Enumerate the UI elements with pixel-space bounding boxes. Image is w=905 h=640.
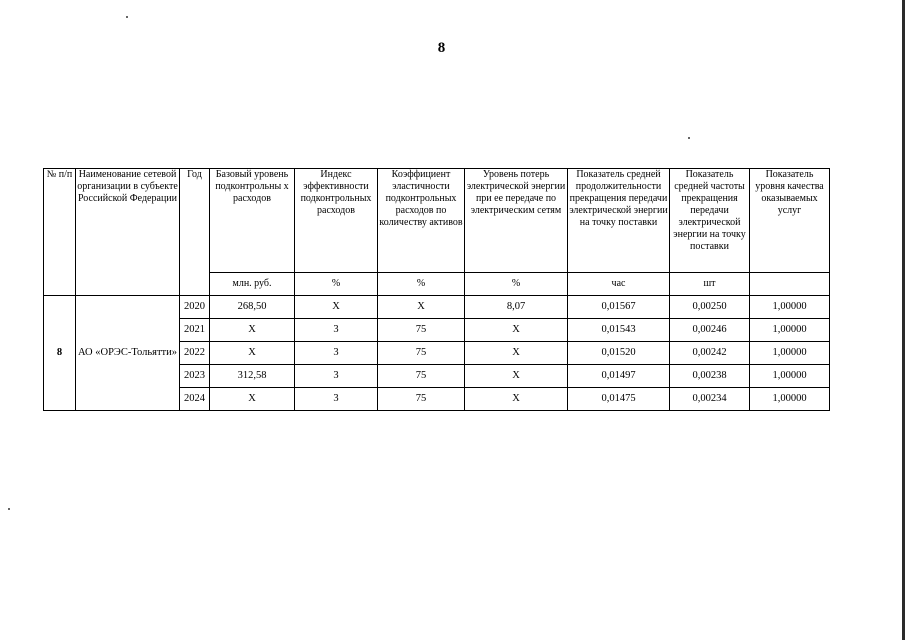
- index-cell: 3: [295, 365, 378, 388]
- year-cell: 2021: [180, 319, 210, 342]
- losses-cell: X: [465, 388, 568, 411]
- header-cell: Наименование сетевой организации в субъекте Российской Федерации: [76, 169, 180, 296]
- header-cell: Коэффициент эластичности подконтрольных расходов по количеству активов: [378, 169, 465, 273]
- scan-speck: [8, 508, 10, 510]
- unit-cell: [750, 273, 830, 296]
- frequency-cell: 0,00242: [670, 342, 750, 365]
- unit-cell: млн. руб.: [210, 273, 295, 296]
- losses-cell: 8,07: [465, 296, 568, 319]
- coef-cell: 75: [378, 319, 465, 342]
- row-number-cell: 8: [44, 296, 76, 411]
- quality-cell: 1,00000: [750, 365, 830, 388]
- index-cell: 3: [295, 388, 378, 411]
- header-cell: Уровень потерь электрической энергии при ее передаче по электрическим сетям: [465, 169, 568, 273]
- losses-cell: X: [465, 365, 568, 388]
- coef-cell: 75: [378, 342, 465, 365]
- table-row: [44, 296, 830, 319]
- coef-cell: 75: [378, 365, 465, 388]
- coef-cell: 75: [378, 388, 465, 411]
- base-cell: X: [210, 388, 295, 411]
- quality-cell: 1,00000: [750, 342, 830, 365]
- duration-cell: 0,01520: [568, 342, 670, 365]
- year-cell: 2023: [180, 365, 210, 388]
- unit-cell: %: [378, 273, 465, 296]
- quality-cell: 1,00000: [750, 319, 830, 342]
- base-cell: X: [210, 342, 295, 365]
- header-cell: Показатель средней частоты прекращения передачи электрической энергии на точку поставки: [670, 169, 750, 273]
- page-number: 8: [437, 40, 446, 56]
- base-cell: 268,50: [210, 296, 295, 319]
- year-cell: 2020: [180, 296, 210, 319]
- unit-cell: %: [295, 273, 378, 296]
- duration-cell: 0,01567: [568, 296, 670, 319]
- base-cell: X: [210, 319, 295, 342]
- header-cell: Показатель уровня качества оказываемых услуг: [750, 169, 830, 273]
- header-cell: Базовый уровень подконтрольны х расходов: [210, 169, 295, 273]
- frequency-cell: 0,00238: [670, 365, 750, 388]
- data-table: [43, 168, 830, 411]
- index-cell: 3: [295, 319, 378, 342]
- header-cell: № п/п: [44, 169, 76, 296]
- duration-cell: 0,01475: [568, 388, 670, 411]
- frequency-cell: 0,00250: [670, 296, 750, 319]
- losses-cell: X: [465, 342, 568, 365]
- index-cell: 3: [295, 342, 378, 365]
- header-cell: Год: [180, 169, 210, 296]
- header-cell: Показатель средней продолжительности прекращения передачи электрической энергии на точку поставки: [568, 169, 670, 273]
- base-cell: 312,58: [210, 365, 295, 388]
- year-cell: 2024: [180, 388, 210, 411]
- organization-cell: АО «ОРЭС-Тольятти»: [76, 296, 180, 411]
- unit-cell: %: [465, 273, 568, 296]
- header-row: [44, 169, 830, 273]
- index-cell: X: [295, 296, 378, 319]
- duration-cell: 0,01497: [568, 365, 670, 388]
- unit-cell: шт: [670, 273, 750, 296]
- frequency-cell: 0,00246: [670, 319, 750, 342]
- scan-speck: [688, 137, 690, 139]
- quality-cell: 1,00000: [750, 388, 830, 411]
- unit-cell: час: [568, 273, 670, 296]
- losses-cell: X: [465, 319, 568, 342]
- duration-cell: 0,01543: [568, 319, 670, 342]
- header-cell: Индекс эффективности подконтрольных расходов: [295, 169, 378, 273]
- scan-speck: [126, 16, 128, 18]
- coef-cell: X: [378, 296, 465, 319]
- year-cell: 2022: [180, 342, 210, 365]
- frequency-cell: 0,00234: [670, 388, 750, 411]
- quality-cell: 1,00000: [750, 296, 830, 319]
